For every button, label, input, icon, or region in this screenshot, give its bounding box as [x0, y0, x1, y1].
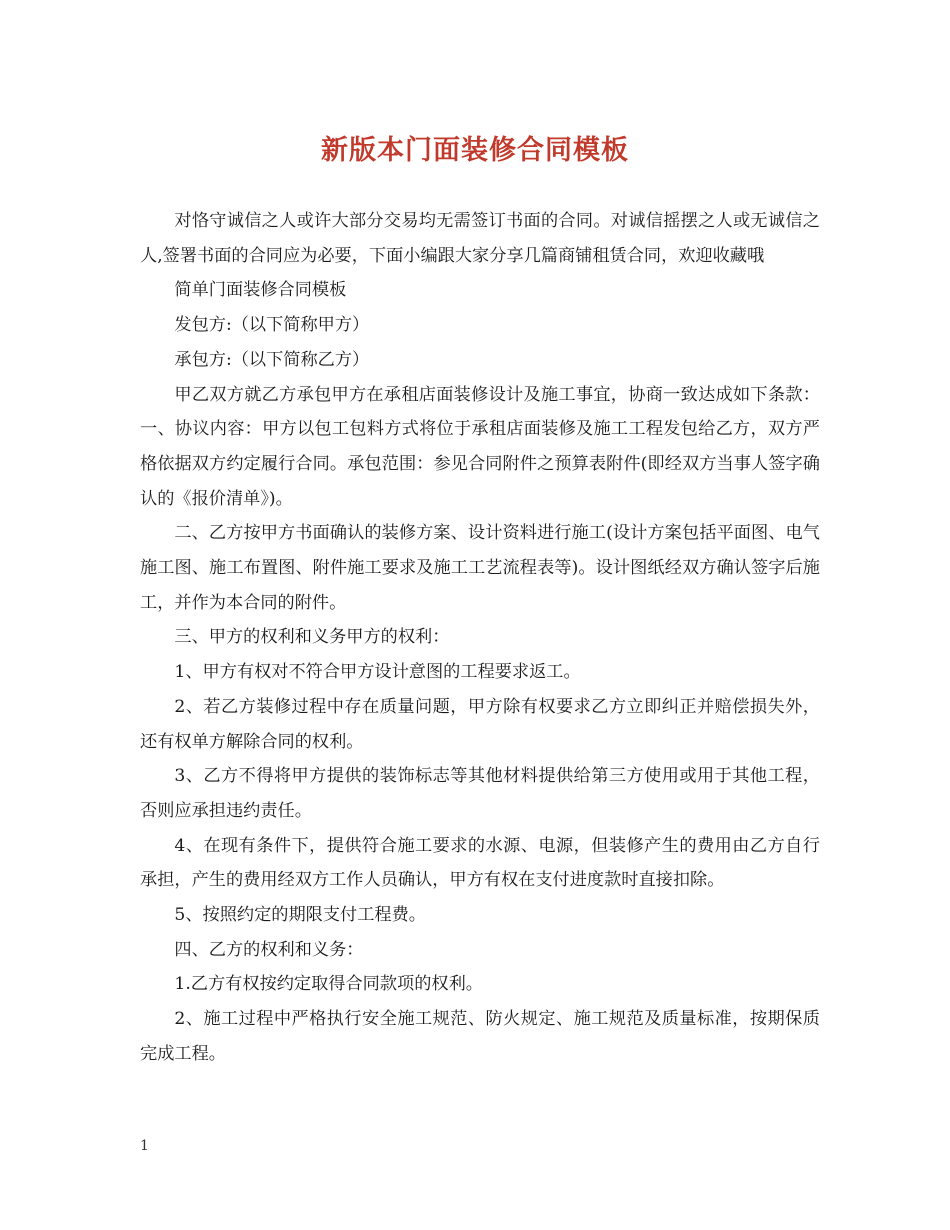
- paragraph-right-4: 4、在现有条件下，提供符合施工要求的水源、电源，但装修产生的费用由乙方自行承担，产生的费用经双方工作人员确认，甲方有权在支付进度款时直接扣除。: [140, 835, 820, 891]
- paragraph-b-right-1: 1.乙方有权按约定取得合同款项的权利。: [174, 974, 483, 995]
- paragraph-b-right-2: 2、施工过程中严格执行安全施工规范、防火规定、施工规范及质量标准，按期保质完成工程。: [140, 1009, 820, 1064]
- paragraph-intro: 对恪守诚信之人或许大部分交易均无需签订书面的合同。对诚信摇摆之人或无诚信之人,签署书面的合同应为必要，下面小编跟大家分享几篇商铺租赁合同，欢迎收藏哦: [140, 211, 820, 266]
- paragraph-right-2: 2、若乙方装修过程中存在质量问题，甲方除有权要求乙方立即纠正并赔偿损失外，还有权单方解除合同的权利。: [140, 696, 820, 752]
- paragraph-clause-4-heading: 四、乙方的权利和义务：: [174, 939, 364, 960]
- paragraph-right-3: 3、乙方不得将甲方提供的装饰标志等其他材料提供给第三方使用或用于其他工程，否则应承担违约责任。: [140, 766, 820, 821]
- paragraph-clause-1: 甲乙双方就乙方承包甲方在承租店面装修设计及施工事宜，协商一致达成如下条款：一、协议内容：甲方以包工包料方式将位于承租店面装修及施工工程发包给乙方，双方严格依据双方约定履行合同。承包范围：参见合同附件之预算表附件(即经双方当事人签字确认的《报价清单》)。: [140, 384, 820, 509]
- paragraph-party-b: 承包方:（以下简称乙方）: [174, 349, 370, 370]
- page-number: 1: [140, 1138, 149, 1154]
- paragraph-party-a: 发包方:（以下简称甲方）: [174, 315, 370, 336]
- paragraph-clause-3-heading: 三、甲方的权利和义务甲方的权利：: [174, 627, 450, 648]
- paragraph-subtitle: 简单门面装修合同模板: [174, 280, 347, 301]
- paragraph-right-1: 1、甲方有权对不符合甲方设计意图的工程要求返工。: [174, 662, 581, 683]
- document-title: 新版本门面装修合同模板: [321, 135, 629, 166]
- paragraph-clause-2: 二、乙方按甲方书面确认的装修方案、设计资料进行施工(设计方案包括平面图、电气施工图、施工布置图、附件施工要求及施工工艺流程表等)。设计图纸经双方确认签字后施工，并作为本合同的附件。: [140, 523, 820, 613]
- paragraph-right-5: 5、按照约定的期限支付工程费。: [174, 905, 426, 926]
- document-body: [140, 204, 820, 1072]
